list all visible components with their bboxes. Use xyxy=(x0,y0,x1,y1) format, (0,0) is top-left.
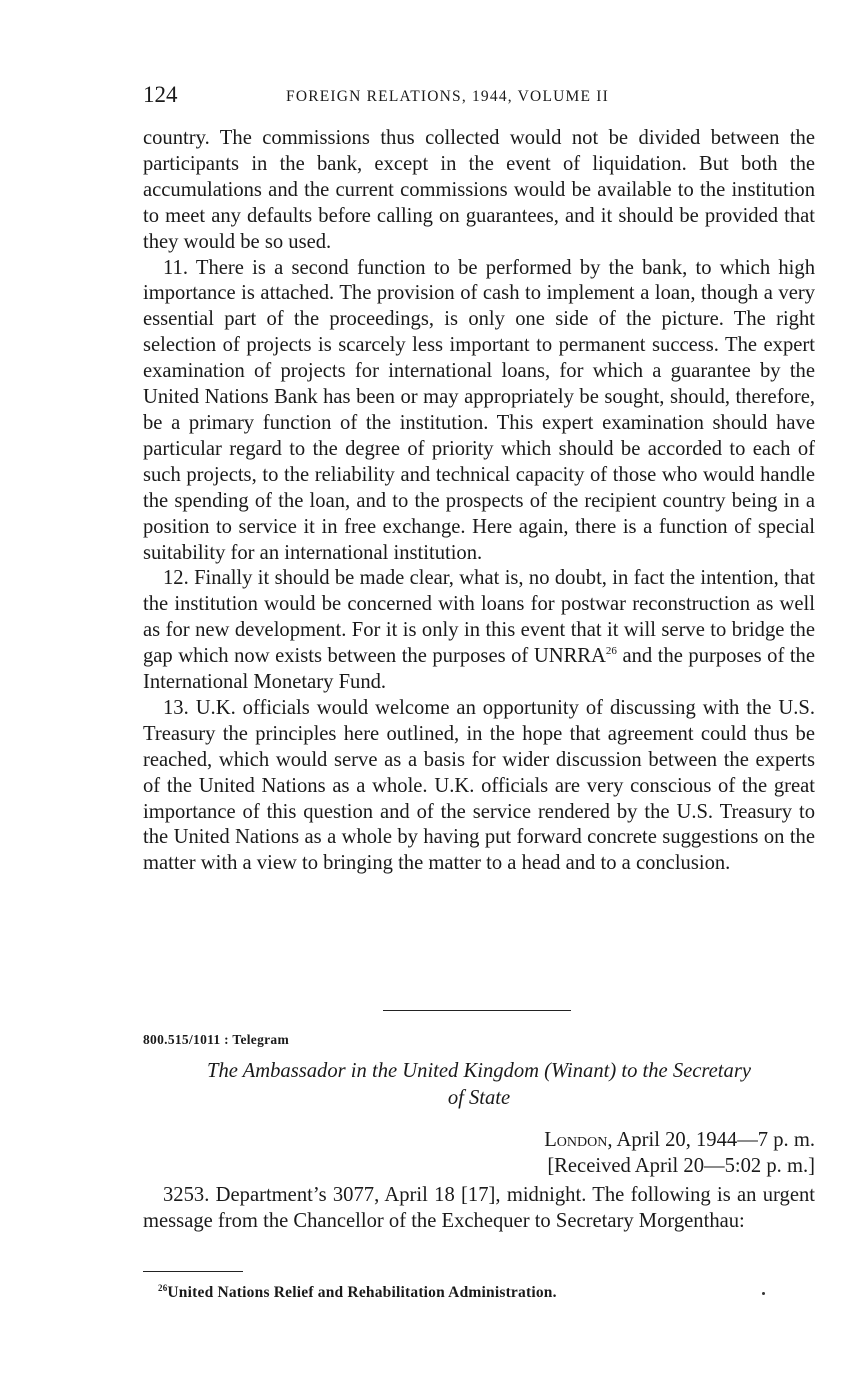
footnote-number: 26 xyxy=(158,1283,168,1293)
document-title xyxy=(143,1058,815,1112)
title-line-2: of State xyxy=(447,1087,511,1109)
file-reference: 800.515/1011 : Telegram xyxy=(143,1032,290,1047)
telegram-message xyxy=(143,1183,815,1235)
running-head: FOREIGN RELATIONS, 1944, VOLUME II xyxy=(286,88,609,105)
paragraph-12-text-end: and the purposes of the International Monetary Fund. xyxy=(143,645,815,694)
dateline-place: London, xyxy=(544,1129,613,1151)
paragraph-11: 11. There is a second function to be performed by the bank, to which high importance is attached. The provision of cash to implement a loan, though a very essential part of the proceedings, is only one side of the picture. The right selection of projects is scarcely less important to permanent success. The expert examination of projects for international loans, for which a guarantee by the United Nations Bank has been or may appropriately be sought, should, therefore, be a primary function of the institution. This expert examination should have particular regard to the degree of priority which should be accorded to each of such projects, to the reliability and technical capacity of those who would handle the spending of the loan, and to the prospects of the recipient country being in a position to service it in free exchange. Here again, there is a function of special suitability for an international institution. xyxy=(143,256,815,564)
dateline xyxy=(544,1127,815,1179)
paragraph-12-text: 12. Finally it should be made clear, what is, no doubt, in fact the intention, that the institution would be concerned with loans for postwar reconstruction as well as for new development. For it is only in this event that it will serve to bridge the gap which now exists between the purposes of UNRRA xyxy=(143,567,815,668)
dateline-received: [Received April 20—5:02 p. m.] xyxy=(547,1155,815,1177)
ink-speck xyxy=(762,1292,765,1295)
footnote xyxy=(158,1283,557,1302)
paragraph-13: 13. U.K. officials would welcome an opportunity of discussing with the U.S. Treasury the principles here outlined, in the hope that agreement could thus be reached, which would serve as a basis for wider discussion between the experts of the United Nations as a whole. U.K. officials are very conscious of the great importance of this question and of the service rendered by the U.S. Treasury to the United Nations as a whole by having put forward concrete suggestions on the matter with a view to bringing the matter to a head and to a conclusion. xyxy=(143,696,815,875)
dateline-sent xyxy=(544,1127,815,1153)
footnote-ref: 26 xyxy=(605,645,617,658)
footnote-divider xyxy=(143,1271,243,1272)
section-divider xyxy=(383,1010,571,1011)
paragraph-intro: country. The commissions thus collected would not be divided between the participants in the bank, except in the event of liquidation. But both the accumulations and the current commissions would be available to the institution to meet any defaults before calling on guarantees, and it should be provided that they would be so used. xyxy=(143,127,815,253)
dateline-date: April 20, 1944—7 p. m. xyxy=(612,1129,815,1151)
title-line-1: The Ambassador in the United Kingdom (Winant) to the Secretary xyxy=(207,1060,751,1082)
page-header xyxy=(143,82,815,112)
footnote-text: United Nations Relief and Rehabilitation Administration. xyxy=(167,1284,557,1302)
message-paragraph: 3253. Department’s 3077, April 18 [17], midnight. The following is an urgent message from the Chancellor of the Exchequer to Secretary Morgenthau: xyxy=(143,1184,815,1232)
body-text xyxy=(143,126,815,877)
paragraph-12 xyxy=(143,566,815,696)
page-number: 124 xyxy=(143,82,178,107)
